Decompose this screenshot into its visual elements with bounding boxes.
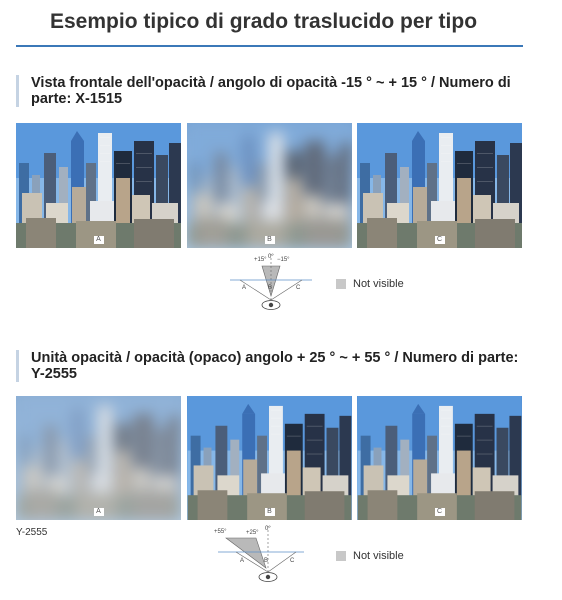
sample-photo-c [357,123,522,248]
viewing-angle-diagram [208,524,308,586]
sample-photo-a-blurred [16,396,181,520]
angle-label-right: −15° [277,257,290,263]
angle-label-zero: 0° [265,526,271,532]
legend-not-visible [336,278,404,290]
sample-photo-b-blurred [187,123,352,248]
photo-tag: B [265,508,275,516]
photo-tag: C [435,508,445,516]
angle-label-zero: 0° [268,254,274,260]
title-divider [16,45,523,47]
photo-tag: A [94,236,104,244]
section-heading: Unità opacità / opacità (opaco) angolo + 25 ° ~ + 55 ° / Numero di parte: Y-2555 [16,350,531,382]
position-b-label: B [268,285,273,291]
legend-label: Not visible [353,278,404,290]
sample-photo-b [187,396,352,520]
position-c-label: C [296,285,301,291]
sample-photo-c [357,396,522,520]
part-code-label: Y-2555 [16,527,48,538]
angle-label-right: +25° [246,530,259,536]
section-heading: Vista frontale dell'opacità / angolo di opacità -15 ° ~ + 15 ° / Numero di parte: X-1515 [16,75,531,107]
sample-photo-a [16,123,181,248]
position-a-label: A [240,558,245,564]
photo-tag: C [435,236,445,244]
page-title: Esempio tipico di grado traslucido per tipo [50,10,478,33]
photo-tag: B [265,236,275,244]
angle-label-left: +15° [254,257,267,263]
position-b-label: B [264,558,269,564]
position-c-label: C [290,558,295,564]
legend-swatch [336,551,346,561]
viewing-angle-diagram [226,252,316,314]
position-a-label: A [242,285,247,291]
photo-tag: A [94,508,104,516]
legend-label: Not visible [353,550,404,562]
angle-label-left: +55° [214,529,227,535]
legend-not-visible [336,550,404,562]
legend-swatch [336,279,346,289]
